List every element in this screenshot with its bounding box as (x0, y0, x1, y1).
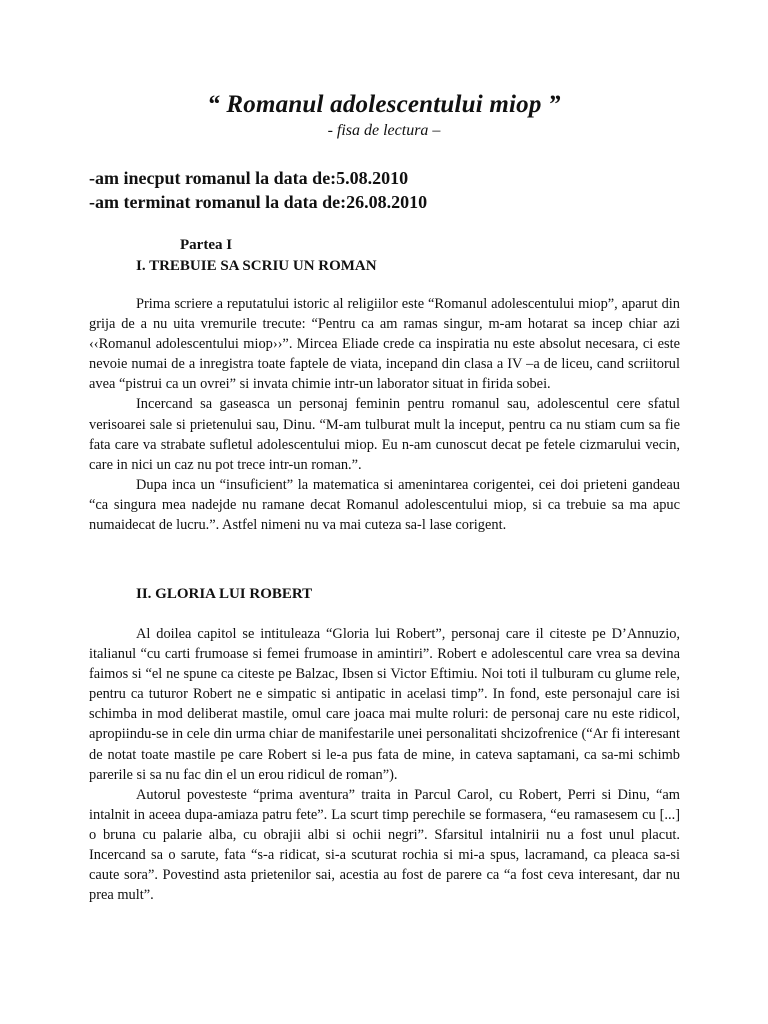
paragraph: Incercand sa gaseasca un personaj feminin pentru romanul sau, adolescentul cere sfatul verisoarei sale si prietenului sau, Dinu. “M-am tulburat mult la inceput, pentru ca nu stiam cum sa fie fata care va strabate sufletul adolescentului miop. Eu n-am cunoscut decat pe fetele cizmarului vecin, care in nici un caz nu pot trece intr-un roman.”. (89, 396, 680, 473)
section-heading-1: I. TREBUIE SA SCRIU UN ROMAN (136, 258, 377, 274)
part-label: Partea I (180, 237, 233, 253)
reading-dates (89, 166, 427, 214)
section-heading-2: II. GLORIA LUI ROBERT (136, 586, 313, 602)
document-title: “ Romanul adolescentului miop ” (207, 91, 561, 118)
paragraph: Dupa inca un “insuficient” la matematica si amenintarea corigentei, cei doi prieteni gandeau “ca singura mea nadejde nu ramane decat Romanul adolescentului miop, si ca trebuie sa ma apuc numaidecat de lucru.”. Astfel nimeni nu va mai cuteza sa-l lase corigent. (89, 476, 680, 534)
paragraph: Prima scriere a reputatului istoric al religiilor este “Romanul adolescentului miop”, aparut din grija de a nu uita vremurile trecute: “Pentru ca am ramas singur, m-am hotarat sa incep chiar azi ‹‹Romanul adolescentului miop››”. Mircea Eliade crede ca inspiratia nu este absolut necesara, ci este nevoie numai de a inregistra toate faptele de viata, incepand din clasa a IV –a de liceu, cand scriitorul avea “pistrui ca un ovrei” si invata chimie intr-un laborator situat in firida sobei. (89, 296, 680, 393)
section-1-body (89, 294, 680, 535)
paragraph: Autorul povesteste “prima aventura” traita in Parcul Carol, cu Robert, Perri si Dinu, “am intalnit in aceea dupa-amiaza patru fete”. La scurt timp perechile se formasera, “eu ramasesem cu [...] o bruna cu palarie alba, cu obrajii albi si ochii negri”. Sfarsitul intalnirii nu a fost unul placut. Incercand sa o sarute, fata “s-a ridicat, si-a scuturat rochia si mi-a spus, lacramand, ca pleaca sa-si caute sora”. Povestind asta prietenilor sai, acestia au fost de parere ca “a fost ceva interesant, dar nu prea mult”. (89, 786, 680, 904)
paragraph: Al doilea capitol se intituleaza “Gloria lui Robert”, personaj care il citeste pe D’Annuzio, italianul “cu carti frumoase si femei frumoase in amintiri”. Robert e adolescentul care vrea sa devina faimos si “el ne spune ca citeste pe Balzac, Ibsen si Victor Eftimiu. Noi toti il tulburam cu glume rele, pentru ca tuturor Robert ne e simpatic si antipatic in acelasi timp”. In fond, este personajul care isi schimba in mod deliberat mastile, omul care joaca mai multe roluri: de personaj care nu este ridicol, apropiindu-se in cele din urma chiar de manifestarile unei personalitati shcizofrenice (“Ar fi interesant de notat toate mastile pe care Robert si le-a pus fata de mine, in cateva saptamani, ca sa-mi schimb parerile si sa nu fac din el un erou ridicul de roman”). (89, 626, 680, 783)
section-2-body (89, 624, 680, 905)
date-finished: -am terminat romanul la data de:26.08.2010 (89, 192, 428, 212)
date-started: -am inecput romanul la data de:5.08.2010 (89, 168, 409, 188)
document-subtitle: - fisa de lectura – (327, 122, 441, 139)
